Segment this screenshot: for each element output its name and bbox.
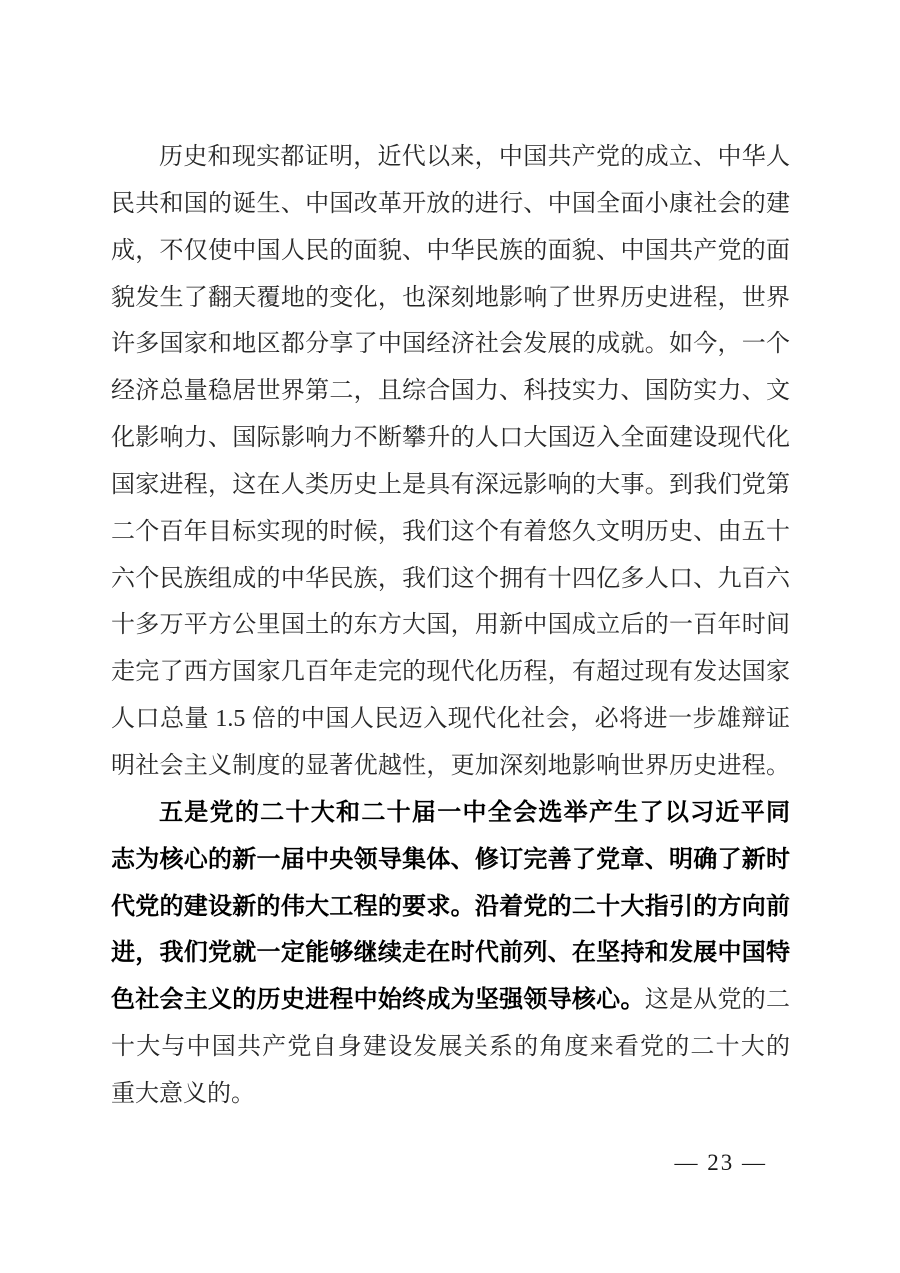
text-line — [111, 275, 790, 322]
text-segment: 五是党的二十大和二十届一中全会选举产生了以习近平同 — [159, 799, 790, 826]
text-line — [111, 977, 790, 1024]
text-segment: 许多国家和地区都分享了中国经济社会发展的成就。如今，一个 — [111, 331, 790, 358]
text-line — [111, 1024, 790, 1071]
text-line — [111, 884, 790, 931]
text-segment: 这是从党的二 — [644, 987, 790, 1014]
text-line — [111, 790, 790, 837]
text-segment: 走完了西方国家几百年走完的现代化历程，有超过现有发达国家 — [111, 659, 790, 686]
text-line — [111, 1071, 790, 1118]
page-number: — 23 — — [674, 1150, 767, 1175]
text-line — [111, 415, 790, 462]
text-segment: 人口总量 1.5 倍的中国人民迈入现代化社会，必将进一步雄辩证 — [111, 706, 790, 733]
text-line — [111, 837, 790, 884]
text-line — [111, 321, 790, 368]
text-segment: 代党的建设新的伟大工程的要求。沿着党的二十大指引的方向前 — [111, 893, 790, 920]
text-segment: 明社会主义制度的显著优越性，更加深刻地影响世界历史进程。 — [111, 752, 790, 779]
text-line — [111, 556, 790, 603]
text-segment: 化影响力、国际影响力不断攀升的人口大国迈入全面建设现代化 — [111, 425, 790, 452]
text-line — [111, 134, 790, 181]
text-segment: 十大与中国共产党自身建设发展关系的角度来看党的二十大的 — [111, 1034, 790, 1061]
text-block — [111, 134, 790, 1118]
text-segment: 民共和国的诞生、中国改革开放的进行、中国全面小康社会的建 — [111, 190, 790, 217]
text-line — [111, 743, 790, 790]
text-segment: 进，我们党就一定能够继续走在时代前列、在坚持和发展中国特 — [111, 940, 790, 967]
text-segment: 重大意义的。 — [111, 1080, 255, 1107]
text-line — [111, 696, 790, 743]
text-segment: 成，不仅使中国人民的面貌、中华民族的面貌、中国共产党的面 — [111, 237, 790, 264]
text-line — [111, 181, 790, 228]
text-line — [111, 930, 790, 977]
text-segment: 十多万平方公里国土的东方大国，用新中国成立后的一百年时间 — [111, 612, 790, 639]
text-line — [111, 462, 790, 509]
text-line — [111, 228, 790, 275]
text-segment: 色社会主义的历史进程中始终成为坚强领导核心。 — [111, 987, 645, 1014]
text-segment: 二个百年目标实现的时候，我们这个有着悠久文明历史、由五十 — [111, 518, 790, 545]
text-line — [111, 509, 790, 556]
text-segment: 国家进程，这在人类历史上是具有深远影响的大事。到我们党第 — [111, 471, 790, 498]
text-segment: 六个民族组成的中华民族，我们这个拥有十四亿多人口、九百六 — [111, 565, 790, 592]
text-segment: 貌发生了翻天覆地的变化，也深刻地影响了世界历史进程，世界 — [111, 284, 790, 311]
text-segment: 志为核心的新一届中央领导集体、修订完善了党章、明确了新时 — [111, 846, 790, 873]
text-line — [111, 649, 790, 696]
text-segment: 经济总量稳居世界第二，且综合国力、科技实力、国防实力、文 — [111, 378, 790, 405]
text-line — [111, 368, 790, 415]
text-segment: 历史和现实都证明，近代以来，中国共产党的成立、中华人 — [159, 144, 790, 170]
text-line — [111, 602, 790, 649]
